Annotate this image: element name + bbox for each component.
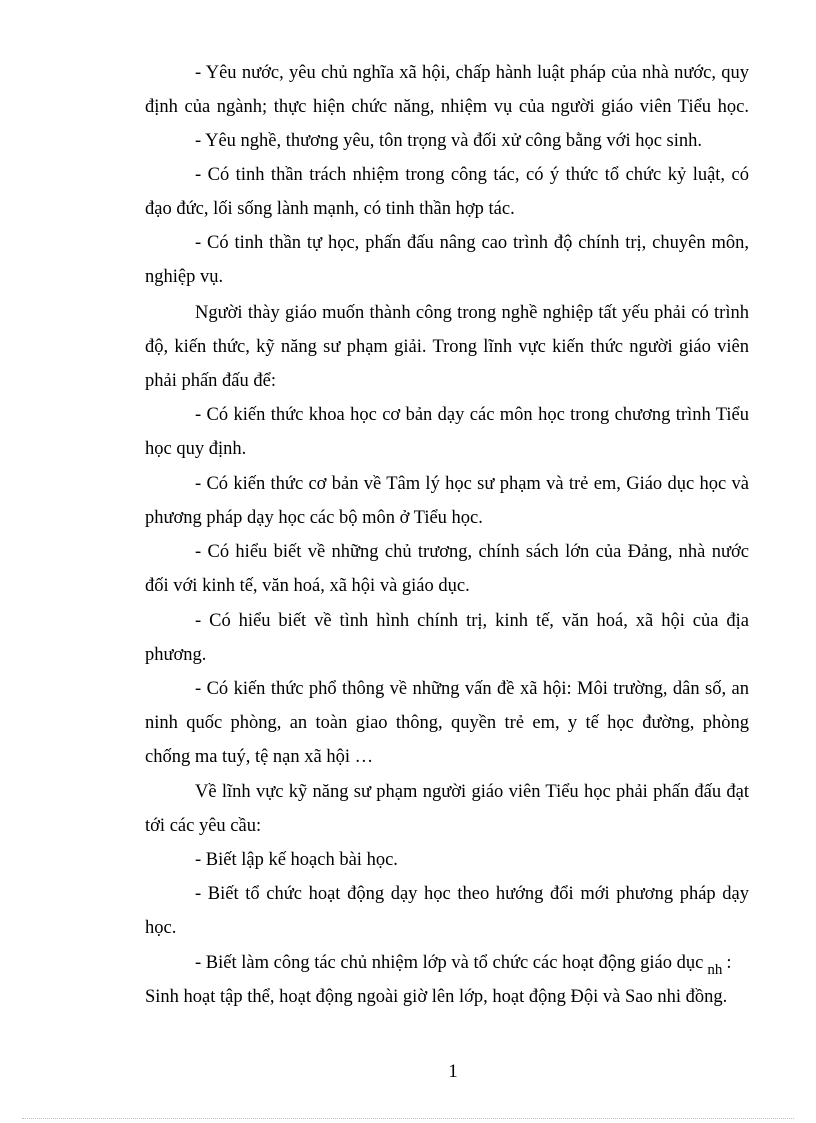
paragraph-line: - Có tinh thần tự học, phấn đấu nâng cao trình độ chính trị, chuyên môn, — [195, 233, 749, 253]
paragraph-line: - Có kiến thức khoa học cơ bản dạy các môn học trong chương trình Tiểu — [195, 405, 749, 425]
paragraph-line: - Có kiến thức cơ bản về Tâm lý học sư phạm và trẻ em, Giáo dục học và — [195, 474, 749, 494]
paragraph-line: - Có hiểu biết về những chủ trương, chính sách lớn của Đảng, nhà nước — [195, 542, 749, 562]
paragraph-line: - Biết lập kế hoạch bài học. — [195, 850, 398, 870]
paragraph-line: phải phấn đấu để: — [145, 371, 276, 391]
paragraph-line: - Yêu nước, yêu chủ nghĩa xã hội, chấp hành luật pháp của nhà nước, quy — [195, 63, 749, 83]
colon-fragment: : — [726, 953, 732, 973]
paragraph-line: phương pháp dạy học các bộ môn ở Tiểu học. — [145, 508, 483, 528]
note-fragment: nh — [707, 962, 723, 978]
page-bottom-border — [22, 1118, 794, 1119]
paragraph-line: Người thày giáo muốn thành công trong nghề nghiệp tất yếu phải có trình — [195, 303, 749, 323]
paragraph-line-with-note — [195, 946, 749, 980]
paragraph-line: chống ma tuý, tệ nạn xã hội … — [145, 747, 374, 767]
paragraph-line: - Có hiểu biết về tình hình chính trị, kinh tế, văn hoá, xã hội của địa — [195, 611, 749, 631]
paragraph-line: - Yêu nghề, thương yêu, tôn trọng và đối xử công bằng với học sinh. — [195, 131, 703, 151]
page-number: 1 — [448, 1061, 458, 1082]
paragraph-line: - Biết tổ chức hoạt động dạy học theo hướng đổi mới phương pháp dạy — [195, 884, 749, 904]
paragraph-line: học. — [145, 918, 177, 938]
paragraph-line: ninh quốc phòng, an toàn giao thông, quyền trẻ em, y tế học đường, phòng — [145, 713, 749, 733]
paragraph-line: đối với kinh tế, văn hoá, xã hội và giáo dục. — [145, 576, 470, 596]
paragraph-line: học quy định. — [145, 439, 247, 459]
paragraph-line: Về lĩnh vực kỹ năng sư phạm người giáo viên Tiểu học phải phấn đấu đạt — [195, 782, 749, 802]
paragraph-line: phương. — [145, 645, 207, 665]
paragraph-line-text: - Biết làm công tác chủ nhiệm lớp và tổ chức các hoạt động giáo dục — [195, 953, 704, 973]
paragraph-line: đạo đức, lối sống lành mạnh, có tinh thần hợp tác. — [145, 199, 515, 219]
paragraph-line: - Có kiến thức phổ thông về những vấn đề xã hội: Môi trường, dân số, an — [195, 679, 749, 699]
paragraph-line: Sinh hoạt tập thể, hoạt động ngoài giờ lên lớp, hoạt động Đội và Sao nhi đồng. — [145, 987, 728, 1007]
paragraph-line: định của ngành; thực hiện chức năng, nhiệm vụ của người giáo viên Tiểu học. — [145, 97, 749, 117]
paragraph-line: tới các yêu cầu: — [145, 816, 262, 836]
paragraph-line: độ, kiến thức, kỹ năng sư phạm giải. Trong lĩnh vực kiến thức người giáo viên — [145, 337, 749, 357]
paragraph-line: - Có tinh thần trách nhiệm trong công tác, có ý thức tổ chức kỷ luật, có — [195, 165, 749, 185]
paragraph-line: nghiệp vụ. — [145, 267, 224, 287]
